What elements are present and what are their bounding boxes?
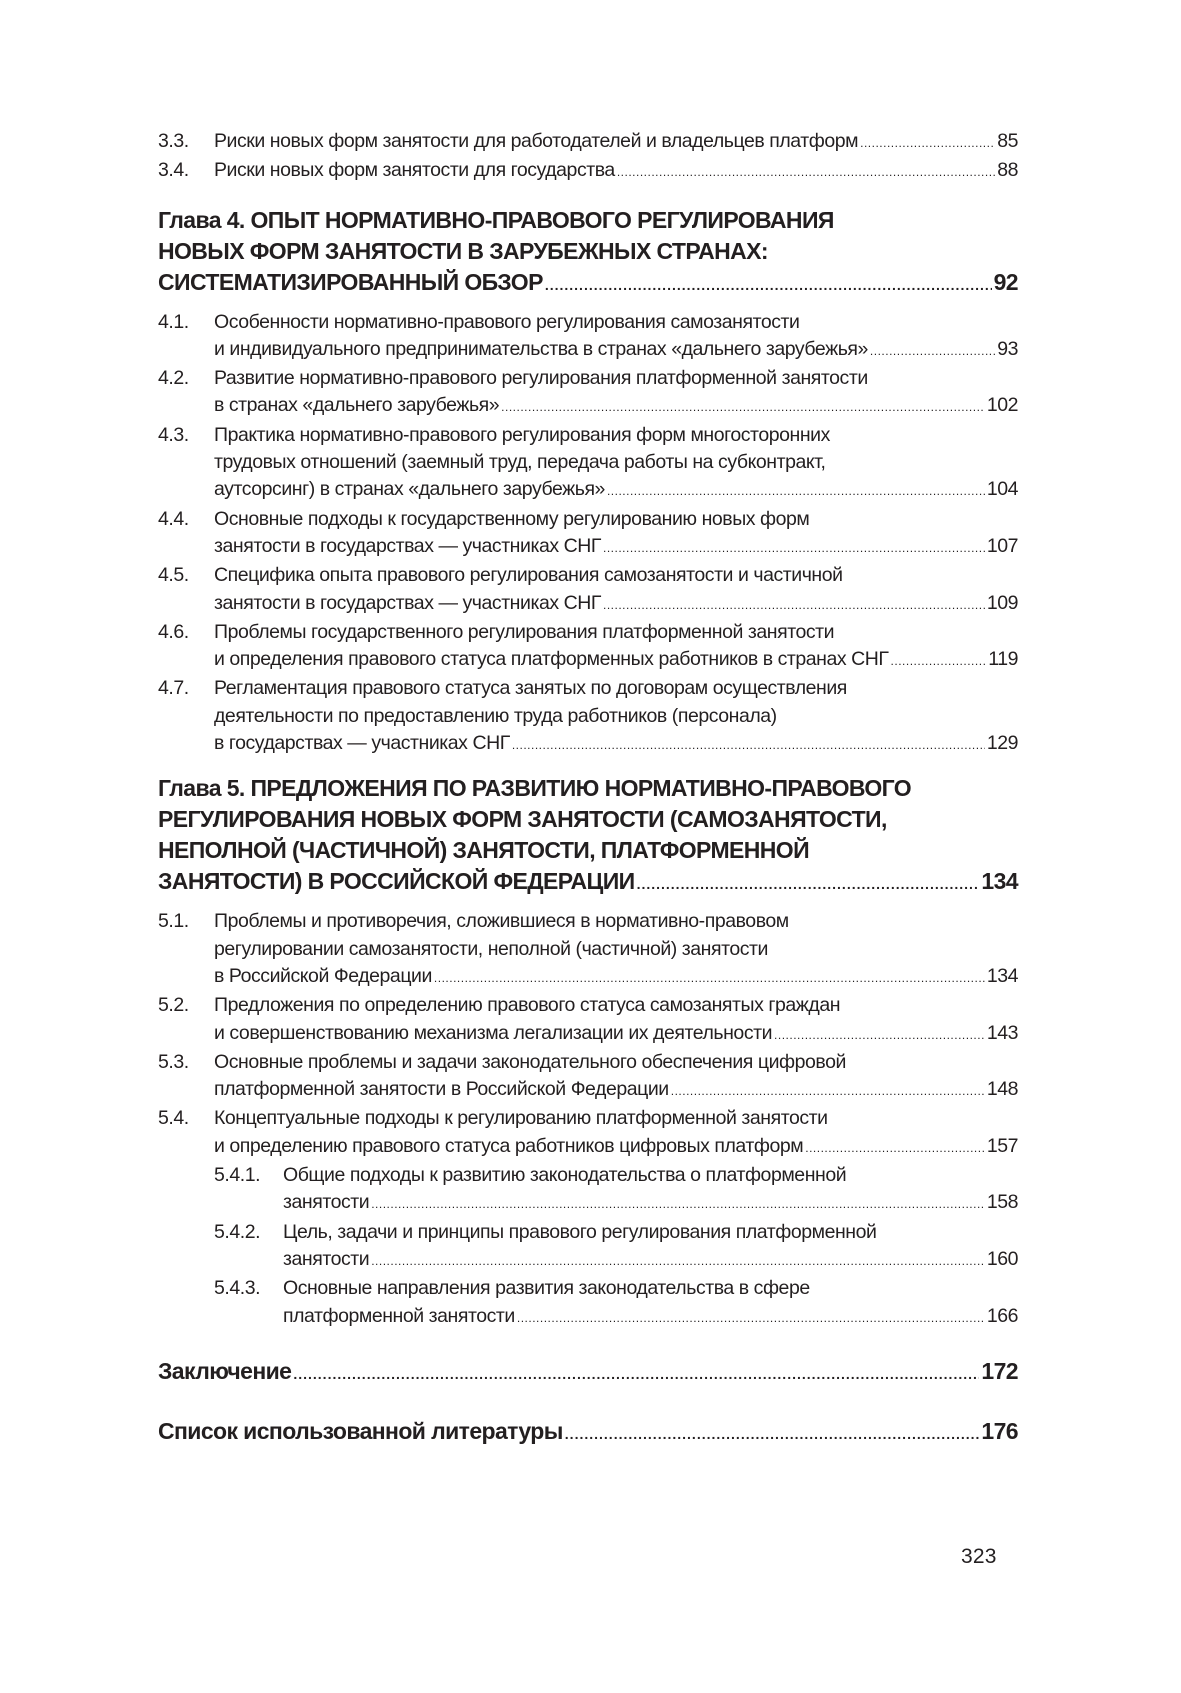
page-ref: 148 — [986, 1078, 1018, 1101]
dot-leader — [617, 159, 995, 186]
dot-leader — [565, 1419, 980, 1450]
section-number: 4.3. — [158, 423, 189, 446]
section-title-line: Специфика опыта правового регулирования самозанятости и частичной — [214, 564, 843, 587]
page-number: 323 — [961, 1545, 997, 1568]
toc-entry-4-2[interactable] — [158, 365, 1018, 422]
dot-leader — [870, 338, 995, 365]
toc-entry-5-4-1[interactable] — [158, 1162, 1018, 1219]
section-title-line: платформенной занятости — [283, 1304, 515, 1327]
section-number: 4.5. — [158, 564, 189, 587]
chapter-title-line: НЕПОЛНОЙ (ЧАСТИЧНОЙ) ЗАНЯТОСТИ, ПЛАТФОРМЕННОЙ — [158, 837, 810, 864]
dot-leader — [512, 732, 985, 759]
section-title-line: в Российской Федерации — [214, 964, 432, 987]
dot-leader — [805, 1135, 985, 1162]
section-number: 5.2. — [158, 994, 189, 1017]
section-title-line: занятости в государствах — участниках СНГ — [214, 534, 601, 557]
section-number: 5.4.3. — [214, 1277, 261, 1300]
page-ref: 129 — [986, 732, 1018, 755]
page-ref: 160 — [986, 1247, 1018, 1270]
section-title-line: Развитие нормативно-правового регулирования платформенной занятости — [214, 367, 868, 390]
chapter-title-line: РЕГУЛИРОВАНИЯ НОВЫХ ФОРМ ЗАНЯТОСТИ (САМОЗАНЯТОСТИ, — [158, 806, 887, 833]
toc-entry-4-6[interactable] — [158, 619, 1018, 676]
dot-leader — [603, 592, 985, 619]
section-title-line: Предложения по определению правового статуса самозанятых граждан — [214, 994, 841, 1017]
section-title-line: Регламентация правового статуса занятых по договорам осуществления — [214, 677, 847, 700]
page-ref: 92 — [993, 268, 1018, 295]
dot-leader — [860, 130, 995, 157]
page-ref: 134 — [981, 868, 1018, 895]
section-title: Риски новых форм занятости для работодателей и владельцев платформ — [214, 130, 859, 152]
dot-leader — [607, 478, 985, 505]
section-number: 4.4. — [158, 507, 189, 530]
page-ref: 172 — [981, 1357, 1018, 1384]
section-number: 4.1. — [158, 310, 189, 333]
section-number: 5.4.2. — [214, 1220, 261, 1243]
section-number: 3.3. — [158, 130, 189, 152]
page-ref: 134 — [986, 964, 1018, 987]
section-title-line: занятости — [283, 1191, 370, 1214]
toc-entry-3-3[interactable] — [158, 128, 1018, 157]
dot-leader — [501, 394, 985, 421]
dot-leader — [637, 869, 980, 900]
toc-entry-4-7[interactable] — [158, 675, 1018, 759]
page-ref: 107 — [986, 534, 1018, 557]
dot-leader — [671, 1078, 985, 1105]
toc-entry-4-4[interactable] — [158, 506, 1018, 563]
section-title-line: и определению правового статуса работников цифровых платформ — [214, 1134, 804, 1157]
section-title-line: деятельности по предоставлению труда работников (персонала) — [214, 704, 777, 727]
chapter-title-line: Список использованной литературы — [158, 1417, 563, 1444]
toc-entry-5-4-2[interactable] — [158, 1219, 1018, 1276]
section-title-line: аутсорсинг) в странах «дальнего зарубежья» — [214, 478, 605, 501]
page-ref: 119 — [988, 648, 1018, 671]
section-title-line: трудовых отношений (заемный труд, передача работы на субконтракт, — [214, 451, 826, 474]
section-number: 5.1. — [158, 910, 189, 933]
dot-leader — [517, 1305, 985, 1332]
chapter-title-line: Глава 5. ПРЕДЛОЖЕНИЯ ПО РАЗВИТИЮ НОРМАТИВНО-ПРАВОВОГО — [158, 775, 912, 802]
section-title-line: Общие подходы к развитию законодательства о платформенной — [283, 1164, 847, 1187]
section-title-line: платформенной занятости в Российской Федерации — [214, 1078, 669, 1101]
dot-leader — [891, 648, 987, 675]
dot-leader — [545, 270, 992, 301]
page-ref: 85 — [997, 130, 1018, 152]
table-of-contents — [158, 128, 1018, 1458]
section-title-line: Основные направления развития законодательства в сфере — [283, 1277, 810, 1300]
section-title-line: и совершенствованию механизма легализации их деятельности — [214, 1021, 773, 1044]
section-title: Риски новых форм занятости для государства — [214, 159, 615, 182]
dot-leader — [371, 1191, 985, 1218]
section-number: 5.4. — [158, 1107, 189, 1130]
section-number: 3.4. — [158, 159, 189, 182]
dot-leader — [774, 1022, 985, 1049]
section-title-line: Концептуальные подходы к регулированию платформенной занятости — [214, 1107, 828, 1130]
dot-leader — [293, 1359, 979, 1390]
toc-conclusion[interactable] — [158, 1356, 1018, 1390]
page-ref: 157 — [986, 1134, 1018, 1157]
section-title-line: Цель, задачи и принципы правового регулирования платформенной — [283, 1220, 877, 1243]
section-title-line: в государствах — участниках СНГ — [214, 732, 510, 755]
section-title-line: Основные подходы к государственному регулированию новых форм — [214, 507, 810, 530]
chapter-title-line: НОВЫХ ФОРМ ЗАНЯТОСТИ В ЗАРУБЕЖНЫХ СТРАНАХ: — [158, 237, 768, 264]
toc-chapter-4[interactable] — [158, 205, 1018, 301]
section-number: 4.7. — [158, 677, 189, 700]
section-number: 4.6. — [158, 620, 189, 643]
page-ref: 176 — [981, 1417, 1018, 1444]
toc-entry-4-1[interactable] — [158, 309, 1018, 366]
toc-entry-5-3[interactable] — [158, 1049, 1018, 1106]
section-title-line: в странах «дальнего зарубежья» — [214, 394, 500, 417]
page-ref: 143 — [986, 1021, 1018, 1044]
chapter-title-line: ЗАНЯТОСТИ) В РОССИЙСКОЙ ФЕДЕРАЦИИ — [158, 868, 635, 895]
section-title-line: занятости — [283, 1247, 370, 1270]
section-number: 5.4.1. — [214, 1164, 261, 1187]
section-title-line: занятости в государствах — участниках СНГ — [214, 591, 601, 614]
section-title-line: и индивидуального предпринимательства в странах «дальнего зарубежья» — [214, 337, 868, 360]
dot-leader — [603, 535, 985, 562]
chapter-title-line: СИСТЕМАТИЗИРОВАННЫЙ ОБЗОР — [158, 268, 543, 295]
section-number: 5.3. — [158, 1050, 189, 1073]
dot-leader — [371, 1248, 985, 1275]
section-title-line: Проблемы и противоречия, сложившиеся в нормативно-правовом — [214, 910, 789, 933]
section-title-line: Особенности нормативно-правового регулирования самозанятости — [214, 310, 800, 333]
toc-entry-3-4[interactable] — [158, 157, 1018, 186]
page-ref: 88 — [997, 159, 1018, 182]
page-ref: 166 — [986, 1304, 1018, 1327]
section-title-line: Основные проблемы и задачи законодательного обеспечения цифровой — [214, 1050, 846, 1073]
toc-entry-4-5[interactable] — [158, 562, 1018, 619]
chapter-title-line: Глава 4. ОПЫТ НОРМАТИВНО-ПРАВОВОГО РЕГУЛИРОВАНИЯ — [158, 206, 834, 233]
page-ref: 93 — [997, 337, 1018, 360]
toc-chapter-5[interactable] — [158, 773, 1018, 900]
page-ref: 104 — [986, 478, 1018, 501]
section-title-line: Проблемы государственного регулирования платформенной занятости — [214, 620, 835, 643]
toc-entry-4-3[interactable] — [158, 422, 1018, 506]
page-ref: 102 — [986, 394, 1018, 417]
toc-entry-5-4-3[interactable] — [158, 1275, 1018, 1332]
section-title-line: и определения правового статуса платформенных работников в странах СНГ — [214, 648, 889, 671]
page-ref: 109 — [986, 591, 1018, 614]
toc-references[interactable] — [158, 1416, 1018, 1450]
toc-entry-5-1[interactable] — [158, 908, 1018, 992]
section-title-line: регулировании самозанятости, неполной (частичной) занятости — [214, 937, 768, 960]
section-title-line: Практика нормативно-правового регулирования форм многосторонних — [214, 423, 830, 446]
dot-leader — [434, 965, 985, 992]
chapter-title-line: Заключение — [158, 1357, 292, 1384]
section-number: 4.2. — [158, 367, 189, 390]
toc-entry-5-2[interactable] — [158, 992, 1018, 1049]
toc-entry-5-4[interactable] — [158, 1105, 1018, 1162]
page-ref: 158 — [986, 1191, 1018, 1214]
